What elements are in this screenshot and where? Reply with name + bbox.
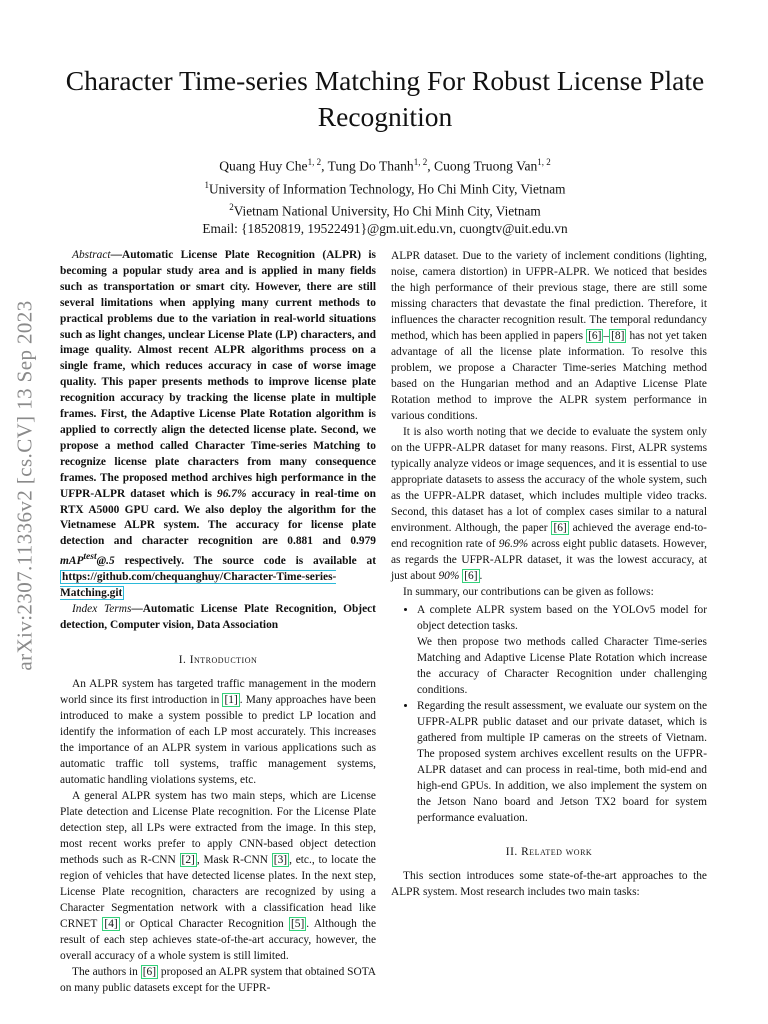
intro-paragraph-3-cont (391, 248, 707, 424)
left-column (60, 248, 376, 996)
text: The authors in (72, 965, 141, 978)
map-suffix: @.5 (96, 555, 115, 568)
map-sup: test (83, 552, 97, 563)
author-sup: 1, 2 (537, 157, 551, 167)
citation-link[interactable]: [6] (464, 570, 478, 582)
text: across eight public datasets. However, as regards the UFPR-ALPR dataset, it was the lowest accuracy, at just about (391, 538, 707, 582)
abstract-text-3: respectively. The source code is available at (114, 555, 376, 568)
abstract-percent: 96.7% (217, 487, 247, 500)
text: A general ALPR system has two main steps, which are License Plate detection and License Plate recognition. For the License Plate detection step, all LPs were extracted from the image. In this step, most recent works prefer to apply CNN-based object detection methods such as R-CNN (60, 789, 376, 866)
text: or Optical Character Recognition (119, 917, 289, 930)
text: achieved the average end-to-end recognition rate of (391, 522, 707, 550)
abstract-text-2: accuracy in real-time on RTX A5000 GPU card. We also deploy the algorithm for the Vietnamese ALPR system. The accuracy for license plate detection and character recognition are 0.881 and 0.979 (60, 487, 377, 548)
author-sup: 1, 2 (307, 157, 322, 167)
percent-value: 90% (438, 570, 460, 582)
link-part-1: https: (62, 570, 91, 583)
index-terms-text: Automatic License Plate Recognition, Object detection, Computer vision, Data Association (60, 602, 376, 631)
abstract-dash: — (110, 249, 122, 261)
intro-paragraph-4 (391, 424, 707, 584)
index-terms-lead: Index Terms (72, 602, 132, 615)
right-column (391, 248, 707, 900)
dash: – (603, 330, 610, 342)
contribution-item (417, 602, 707, 698)
percent-value: 96.9% (498, 538, 529, 550)
related-work-paragraph-1: This section introduces some state-of-the-art approaches to the ALPR system. Most research includes two main tasks: (391, 870, 707, 898)
text: . Although the result of each step achieves state-of-the-art accuracy, however, the overall accuracy of a whole system is still limited. (60, 917, 376, 962)
contribution-text: We then propose two methods called Character Time-series Matching and Adaptive License Plate Rotation which increase the accuracy of Character Recognition under challenging conditions. (417, 636, 707, 696)
citation-link[interactable]: [2] (181, 853, 195, 866)
text: , Mask R-CNN (196, 853, 272, 866)
text: An ALPR system has targeted traffic management in the modern world since its first introduction in (60, 677, 376, 706)
author-name: Quang Huy Che (219, 158, 308, 174)
abstract (60, 248, 376, 602)
citation-link[interactable]: [6] (553, 522, 567, 534)
author-block (60, 153, 710, 238)
text: . (479, 570, 483, 582)
index-terms-dash: — (131, 602, 143, 615)
abstract-text: Automatic License Plate Recognition (ALPR) is becoming a popular study area and is applied in many fields such as transportation or smart city. However, there are still several limitations when applying many current methods to practical problems due to the variation in real-world situations such as light changes, unclear License Plate (LP) characters, and image quality. Almost recent ALPR algorithms process on a single frame, which reduces accuracy in case of worse image quality. This paper presents methods to improve license plate recognition accuracy by tracking the license plate in multiple frames. First, the Adaptive License Plate Rotation algorithm is applied to correctly align the detected license plate. Second, we propose a method called Character Time-series Matching to recognize license plate characters from many consequence frames. The proposed method archives high performance in the UFPR-ALPR dataset which is (60, 249, 376, 500)
text: has not yet taken advantage of all the license plate information. To resolve this problem, we propose a Character Time-series Matching method based on the Hungarian method and an Adaptive License Plate Rotation method to improve the ALPR system performance in various conditions. (391, 330, 707, 422)
citation-link[interactable]: [6] (142, 965, 157, 978)
arxiv-stamp-text: arXiv:2307.11336v2 [cs.CV] 13 Sep 2023 (12, 299, 37, 671)
author-name: Cuong Truong Van (434, 158, 538, 174)
affiliation-text: University of Information Technology, Ho Chi Minh City, Vietnam (208, 180, 566, 196)
intro-paragraph-3-start (60, 964, 376, 996)
citation-link[interactable]: [4] (104, 917, 118, 930)
link-part-2: //github.com/chequanghuy/Character-Time-series-Matching.git (60, 570, 337, 599)
author-sup: 1, 2 (413, 157, 428, 167)
text: proposed an ALPR system that obtained SOTA on many public datasets except for the UFPR- (60, 965, 376, 994)
citation-link[interactable]: [1] (224, 693, 238, 706)
section-heading-related-work: II. Related work (505, 846, 593, 858)
author-name: Tung Do Thanh (327, 158, 414, 174)
abstract-lead: Abstract (72, 249, 111, 261)
intro-paragraph-1 (60, 676, 376, 788)
text: It is also worth noting that we decide to evaluate the system only on the UFPR-ALPR dataset for many reasons. First, ALPR systems typically analyze videos or image sequences, and it is essential to use appropriate datasets to assess the accuracy of the whole system, such as the UFPR-ALPR dataset, which includes multiple video tracks. Second, this dataset has a lot of complex cases similar to a natural environment. Although, the paper (391, 426, 707, 534)
source-code-link[interactable] (60, 570, 336, 600)
paper-title: Character Time-series Matching For Robust License Plate Recognition (65, 65, 705, 132)
citation-link[interactable]: [5] (291, 917, 305, 930)
text: . Many approaches have been introduced to make a system possible to predict LP location and identify the information of each LP most accurately. This increases the importance of an ALPR system in various applications such as automatic traffic toll systems, traffic management systems, automatic handling violations systems, etc. (60, 693, 377, 786)
affiliation-sup: 2 (229, 201, 234, 212)
contribution-item (417, 698, 707, 826)
citation-link[interactable]: [3] (273, 853, 288, 866)
contribution-text: • Regarding the result assessment, we evaluate our system on the UFPR-ALPR public dataset and our private dataset, which is gathered from multiple IP cameras on the streets of Vietnam. The proposed system archives excellent results on the UFPR-ALPR dataset and can process in real-time, both mid-end and high-end GPUs. In addition, we also implement the system on the Jetson Nano board and Jetson TX2 board for system performance evaluation. (417, 700, 707, 824)
arxiv-stamp (0, 230, 50, 740)
intro-paragraph-2 (60, 788, 376, 964)
citation-link[interactable]: [6] (588, 330, 602, 342)
index-terms (60, 602, 376, 634)
affiliation-sup: 1 (204, 179, 209, 190)
section-heading-introduction: I. Introduction (178, 653, 258, 666)
email-line: Email: {18520819, 19522491}@gm.uit.edu.vn, cuongtv@uit.edu.vn (202, 221, 568, 237)
contribution-list (391, 602, 707, 826)
affiliation-1 (60, 176, 710, 198)
affiliation-text: Vietnam National University, Ho Chi Minh City, Vietnam (233, 203, 541, 219)
author-list: Quang Huy Che$^{1, 2}$, Tung Do Thanh$^{1, 2}$, Cuong Truong Van$^{1, 2}$ (219, 157, 551, 174)
contribution-text: • A complete ALPR system based on the YOLOv5 model for object detection tasks. (417, 604, 707, 632)
text: ALPR dataset. Due to the variety of inclement conditions (lighting, noise, camera distortion) in UFPR-ALPR. We noticed that besides the high performance of their previous stage, there are still some missing characters that devastate the final prediction. Therefore, it influences the character recognition result. The temporal redundancy method, which has been applied in papers (391, 250, 707, 342)
map-symbol: mAP (60, 555, 84, 568)
text: , etc., to locate the region of vehicles that have detected license plates. In the next step, License Plate recognition, characters are recognized by using a Character Segmentation network with a classification head like CRNET (60, 853, 376, 930)
intro-paragraph-5: In summary, our contributions can be given as follows: (403, 586, 654, 598)
citation-link[interactable]: [8] (611, 330, 625, 342)
affiliation-2 (60, 198, 710, 220)
